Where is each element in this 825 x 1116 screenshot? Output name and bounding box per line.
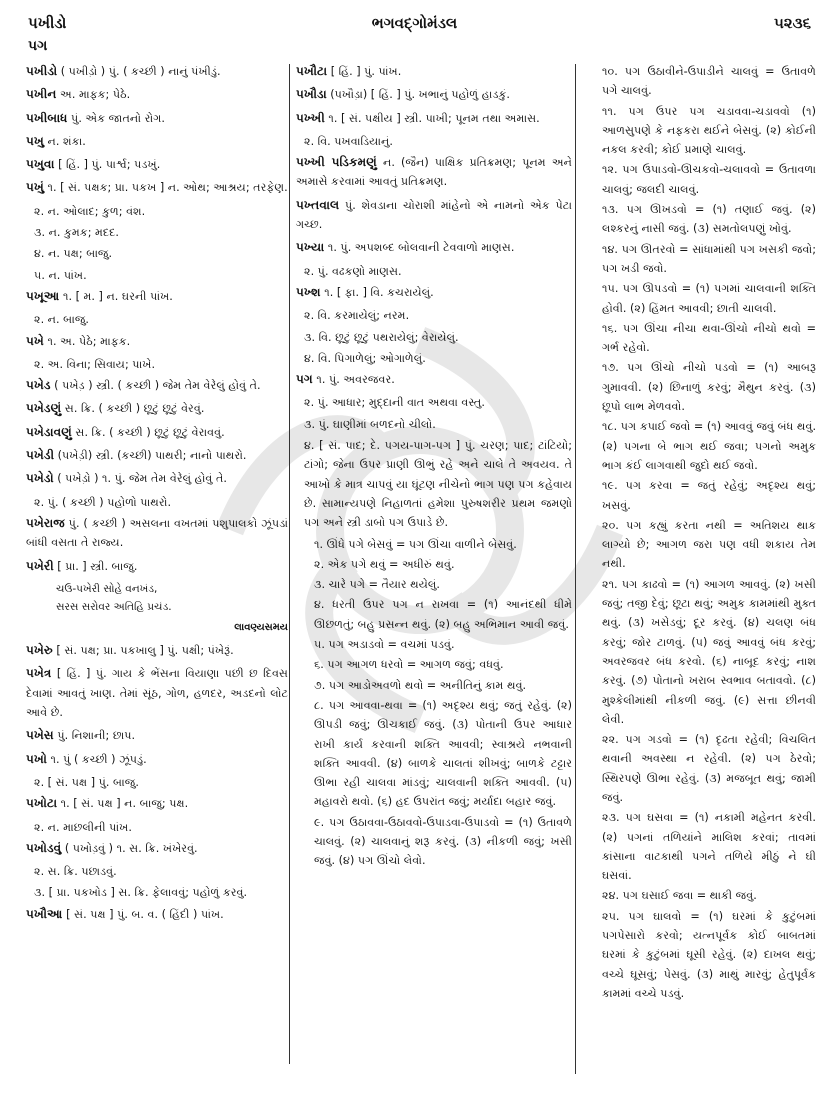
dictionary-entry	[26, 155, 288, 174]
headword: પખ્ખી	[296, 110, 325, 125]
quotation-line: ચઉ-પખેરી સોહે વનખંડ,	[56, 582, 158, 595]
dictionary-entry	[296, 238, 572, 257]
idiom-definition: ૮. પગ આવવા-થવા = (૧) અદૃશ્ય થવું; જતું રહેવું. (૨) ઊપડી જવું; ઊચકાઈ જવું. (૩) પોતાની ઉપર આધાર રાખી કાર્ય કરવાની શક્તિ આવવી; સ્વાશ્રયે નભવાની શક્તિ આવવી. (૪) બાળકે ચાલતાં શીખવું; બાળકે ટટ્ટાર ઊભા રહી ચાલવા માંડવું; ચાલવાની શક્તિ આવવી. (૫) મહાવરો થવો. (૬) હદ ઉપરાંત જવું; મર્યાદા બહાર જવું.	[314, 698, 572, 809]
idiom-definition: ૧૨. પગ ઉપાડવો-ઊચકવો-ચલાવવો = ઉતાવળા ચાલવું; જલદી ચાલવું.	[602, 163, 816, 196]
definition-text: ૧. [ સં. પક્ષ ] ન. બાજુ; પક્ષ.	[57, 797, 189, 811]
dictionary-entry	[296, 283, 572, 302]
sense-definition: ૩. વિ. છૂટું છૂટું પથરાયેલું; વેરાયેલું.	[304, 330, 459, 344]
definition-text: ૧. [ મ. ] ન. ઘરની પાંખ.	[59, 289, 173, 303]
headword: પખ્શ	[296, 284, 321, 299]
definition-text: ૧. પું. અવરજવર.	[312, 373, 395, 387]
dictionary-entry	[26, 109, 288, 128]
dictionary-entry	[296, 62, 572, 81]
headword: પખોડવું	[26, 840, 62, 855]
idiom-definition: ૧૯. પગ કરવા = જતું રહેવું; અદૃશ્ય થવું; ખસવું.	[602, 479, 816, 512]
idiom-definition: ૩. ચારે પગે = તૈયાર થયેલું.	[314, 578, 440, 592]
definition-text: [ સં. પક્ષ ] પું. બ. વ. ( હિંદી ) પાંખ.	[62, 907, 224, 921]
quotation-line: સરસ સરોવર અતિહિ પ્રચંડ.	[56, 600, 172, 613]
dictionary-entry	[26, 287, 288, 306]
definition-text: [ હિં. ] પું. પાંખ.	[327, 65, 402, 78]
page-header	[18, 14, 811, 36]
headword: પખેરાજ	[26, 515, 65, 530]
page-number: ૫૨૩૬	[773, 14, 811, 32]
idiom-definition: ૧. ઊંધે પગે બેસવું = પગ ઊંચા વાળીને બેસવું.	[314, 537, 517, 551]
headword: પખેરી	[26, 558, 54, 573]
headword: પખેડો	[26, 471, 54, 486]
definition-text: ન. (જૈન) પાક્ષિક પ્રતિક્રમણ; પૂનમ અને અમાસે કરવામાં આવતું પ્રતિક્રમણ.	[296, 156, 572, 189]
sense-definition: ૨. પું. ( કચ્છી ) પહોળો પાથરો.	[34, 495, 172, 509]
idiom-definition: ૧૮. પગ કપાઈ જવો = (૧) આવવું જવું બંધ થવું. (૨) પગના બે ભાગ થઈ જવા; પગનો અમુક ભાગ કંઈ લાગવાથી જુદો થઈ જવો.	[602, 420, 816, 472]
dictionary-entry	[26, 62, 288, 81]
dictionary-entry	[26, 514, 288, 553]
sense-definition: ૩. પું. ઘાણીમાં બળદનો ચીલો.	[304, 417, 436, 431]
definition-text: ૧. પું. અપશબ્દ બોલવાની ટેવવાળો માણસ.	[324, 241, 515, 255]
idiom-definition: ૧૭. પગ ઊંચો નીચો પડવો = (૧) આબરૂ ગુમાવવી. (૨) છિનાળું કરવું; મૈથુન કરવું. (૩) છૂપો લાભ મેળવવો.	[602, 361, 816, 414]
dictionary-entry	[26, 423, 288, 442]
headword: પખેડ	[26, 378, 51, 393]
idiom-definition: ૭. પગ આડોઅવળો થવો = અનીતિનું કામ થવું.	[314, 678, 527, 692]
idiom-definition: ૧૪. પગ ઊતરવો = સાંધામાંથી પગ ખસકી જવો; પગ ખડી જવો.	[602, 242, 816, 275]
definition-text: ( પખોડ઼વું ) ૧. સ. ક્રિ. ખંખેરવું.	[61, 841, 198, 855]
definition-text: પું. એક જાતનો રોગ.	[67, 111, 165, 125]
idiom-definition: ૧૬. પગ ઊંચા નીચા થવા-ઊંચો નીચો થવો = ગર્ભ રહેવો.	[602, 321, 816, 355]
idiom-definition: ૯. પગ ઉઠાવવા-ઉઠાવવો-ઉપાડવા-ઉપાડવો = (૧) ઉતાવળે ચાલવું. (૨) ચાલવાનું શરૂ કરવું. (૩) નીકળી જવું; ખસી જવું. (૪) પગ ઊંચો લેવો.	[314, 815, 572, 868]
idiom-definition: ૧૦. પગ ઉઠાવીને-ઉપાડીને ચાલવું = ઉતાવળે પગે ચાલવું.	[602, 65, 816, 98]
sense-definition: ૫. ન. પાંખ.	[34, 268, 87, 282]
sense-definition: ૩. [ પ્રા. પકખોડ ] સ. ક્રિ. ફેલાવવું; પહોળું કરવું.	[34, 886, 248, 900]
dictionary-entry	[296, 85, 572, 104]
definition-text: ૧. [ ફા. ] વિ. કચરાયેલું.	[320, 285, 434, 299]
sense-definition: ૪. ન. પક્ષ; બાજુ.	[34, 247, 113, 261]
sense-definition: ૨. ન. ઓલાદ; કુળ; વંશ.	[34, 204, 146, 218]
definition-text: અ. માફક; પેઠે.	[56, 88, 131, 102]
dictionary-entry	[26, 794, 288, 813]
definition-text: ૧. અ. પેઠે; માફક.	[43, 334, 131, 348]
headword: પગ	[296, 372, 313, 387]
headword: પખુવા	[26, 157, 55, 172]
headword: પખેડાવણું	[26, 424, 72, 439]
headword: પખૌઆ	[26, 906, 63, 921]
headword: પખીડો	[26, 64, 58, 78]
definition-text: [ સં. પક્ષ; પ્રા. પકખાલુ ] પું. પક્ષી; પંખેરૂં.	[52, 644, 234, 658]
definition-text: [ હિં. ] પું. પાર્શ્વ; પડખું.	[54, 158, 161, 172]
dictionary-entry	[26, 641, 288, 660]
definition-text: પું. ( કચ્છી ) અસલના વખતમાં પશુપાલકો ઝૂંપડાં બાંધી વસતા તે રાજ્ય.	[26, 516, 288, 550]
idiom-definition: ૧૫. પગ ઊપડવો = (૧) પગમાં ચાલવાની શક્તિ હોવી. (૨) હિંમત આવવી; છાતી ચાલવી.	[602, 282, 816, 315]
dictionary-entry	[26, 399, 288, 418]
idiom-definition: ૨૩. પગ ઘસવા = (૧) નકામી મહેનત કરવી. (૨) પગનાં તળિયાંને માલિશ કરવાં; તાવમાં કાંસાના વાટકાથી પગને તળિયે મીઠું ને ઘી ઘસવાં.	[602, 811, 816, 883]
sense-definition: ૨. અ. વિના; સિવાય; પાખે.	[34, 357, 156, 371]
sense-definition: ૨. વિ. કરમાયેલું; નરમ.	[304, 309, 410, 323]
headword: પખીબાધ	[26, 110, 68, 125]
column-divider	[575, 64, 576, 1074]
dictionary-entry	[26, 557, 288, 576]
sense-definition: ૪. [ સં. પાદ; દે. પગય-પાગ-પગ ] પું. ચરણ; પાદ; ટાંટિયો; ટાંગો; જેના ઉપર પ્રાણી ઊભું રહે અને ચાલે તે અવયવ. તે આખો કે માત્ર ચાપવું યા ઘૂંટણ નીચેનો ભાગ પણ પગ કહેવાય છે. સામાન્યપણે નિહાળતાં હમેશા પુરુષશરીર પ્રથમ જમણો પગ અને સ્ત્રી ડાબો પગ ઉપાડે છે.	[304, 439, 572, 530]
headword: પખ્તવાલ	[296, 197, 340, 212]
sense-definition: ૨. વિ. પખવાડિયાનું.	[304, 134, 393, 148]
page-title: ભગવદ્ગોમંડલ	[371, 14, 458, 32]
dictionary-entry	[26, 332, 288, 351]
definition-text: [ પ્રા. ] સ્ત્રી. બાજુ.	[53, 559, 138, 573]
definition-text: સ. ક્રિ. ( કચ્છી ) છૂટું છૂટું વેરાવવું.	[71, 425, 225, 439]
definition-text: ( પખેડ઼ો ) ૧. પું. જેમ તેમ વેરેલું હોવું તે.	[53, 472, 227, 486]
dictionary-entry	[26, 905, 288, 924]
dictionary-column-2	[296, 62, 572, 872]
idiom-definition: ૨. એક પગે થવું = અધીરું થવું.	[314, 557, 455, 571]
dictionary-entry	[26, 178, 288, 197]
headword: પખૂઆ	[26, 288, 60, 303]
sense-definition: ૨. પું. આધાર; મુદ્દાની વાત અથવા વસ્તુ.	[304, 396, 485, 410]
guide-word-right: પગ	[28, 38, 48, 54]
idiom-definition: ૧૩. પગ ઊખડવો = (૧) તણાઈ જવું. (૨) લશ્કરનું નાસી જવું. (૩) સમતોલપણું ખોવું.	[602, 203, 816, 236]
idiom-definition: ૨૫. પગ ઘાલવો = (૧) ઘરમાં કે કુટુંબમાં પગપેસારો કરવો; યત્નપૂર્વક કોઈ બાબતમાં ઘરમાં કે કુટુંબમાં ઘૂસી રહેવું. (૨) દાખલ થવું; વચ્ચે ઘૂસવું; પેસવું. (૩) માથું મારવું; હેતુપૂર્વક કામમાં વચ્ચે પડવું.	[602, 909, 816, 1000]
headword: પખેસ	[26, 728, 54, 743]
dictionary-entry	[26, 839, 288, 858]
dictionary-entry	[26, 132, 288, 151]
idiom-definition: ૬. પગ આગળ ધરવો = આગળ જવું; વધવું.	[314, 658, 504, 672]
idiom-definition: ૨૧. પગ કાઢવો = (૧) આગળ આવવું. (૨) ખસી જવું; તજી દેવું; છૂટા થવું; અમુક કામમાંથી મુક્ત થવું. (૩) ખસેડવું; દૂર કરવું. (૪) ચલણ બંધ કરવું; જોર ટાળવું. (૫) જવું આવવું બંધ કરવું; અવરજવર બંધ કરવો. (૬) નાબૂદ કરવું; નાશ કરવું. (૭) પોતાનો ખરાબ સ્વભાવ બતાવવો. (૮) મુશ્કેલીમાંથી નીકળી જવું. (૯) સત્તા છીનવી લેવી.	[602, 577, 816, 726]
idiom-definition: ૨૨. પગ ગડવો = (૧) દૃઢતા રહેવી; વિચલિત થવાની અવસ્થા ન રહેવી. (૨) પગ ઠેરવો; સ્થિરપણે ઊભા રહેવું. (૩) મજબૂત થવું; જામી જવું.	[602, 733, 816, 804]
headword: પખેડી	[26, 448, 55, 463]
definition-text: ન. શંકા.	[43, 134, 86, 148]
headword: પખોટા	[26, 796, 58, 811]
definition-text: (પખેડ઼ી) સ્ત્રી. (કચ્છી) પાથરી; નાનો પાથરો.	[54, 449, 247, 463]
dictionary-entry	[26, 726, 288, 745]
headword: પખે	[26, 333, 44, 348]
definition-text: ૧. પું ( કચ્છી ) ઝૂંપડું.	[46, 752, 147, 766]
definition-text: ( પખીડ઼ો ) પું. ( કચ્છી ) નાનું પંખીડું.	[57, 65, 221, 78]
headword: પખૌટા	[296, 64, 328, 78]
definition-text: [ હિં. ] પું. ગાય કે ભેંસના વિયાણા પછી છ દિવસ દેવામાં આવતું ખાણ. તેમાં સૂંઠ, ગોળ, હળદર, અડદનો લોટ આવે છે.	[26, 667, 288, 720]
sense-definition: ૨. [ સં. પક્ષ ] પું. બાજુ.	[34, 775, 139, 789]
headword: પખો	[26, 751, 47, 766]
definition-text: ( પખેડ઼ ) સ્ત્રી. ( કચ્છી ) જેમ તેમ વેરેલું હોવું તે.	[50, 379, 261, 393]
idiom-definition: ૫. પગ અડાડવો = વચમાં પડવું.	[314, 638, 455, 652]
guide-word-left: પખીડો	[28, 14, 67, 32]
sense-definition: ૨. સ. ક્રિ. પછાડવું.	[34, 865, 117, 879]
dictionary-entry	[26, 85, 288, 104]
definition-text: પું. નિશાની; છાપ.	[53, 729, 136, 743]
dictionary-column-1	[26, 62, 288, 928]
definition-text: ૧. [ સં. પક્ષક; પ્રા. પકખ ] ન. ઓથ; આશ્રય; તરફેણ.	[43, 181, 288, 195]
headword: પખેડણું	[26, 401, 62, 416]
definition-text: પું. શેવડાના ચોરાશી માંહેનો એ નામનો એક પેટા ગચ્છ.	[296, 198, 572, 232]
sense-definition: ૩. ન. કુમક; મદદ.	[34, 226, 119, 240]
sense-definition: ૨. ન. માછલીની પાંખ.	[34, 820, 132, 834]
headword: પખૌડા	[296, 87, 327, 102]
idiom-definition: ૨૪. પગ ઘસાઈ જવા = થાકી જવું.	[602, 889, 757, 903]
sense-definition: ૨. ન. બાજુ.	[34, 313, 89, 327]
definition-text: (પખૌડ઼ા) [ હિં. ] પું. ખભાનું પહોળું હાડકું.	[326, 88, 510, 102]
headword: પખુ	[26, 133, 44, 148]
idiom-definition: ૨૦. પગ કહ્યું કરતા નથી = અતિશય થાક લાગ્યો છે; આગળ જરા પણ વધી શકાય તેમ નથી.	[602, 518, 816, 571]
dictionary-entry	[26, 750, 288, 769]
headword: પખીન	[26, 87, 57, 102]
idiom-definition: ૪. ધરતી ઉપર પગ ન રાખવા = (૧) આનંદથી ધીમે ઊછળતું; બહુ પ્રસન્ન થવું. (૨) બહુ અભિમાન આવી જવું.	[314, 598, 572, 631]
dictionary-entry	[26, 469, 288, 488]
sense-definition: ૨. પું. વઢકણો માણસ.	[304, 264, 402, 278]
headword: પખેરુ	[26, 643, 53, 658]
quotation-source: લાવણ્યસમય	[234, 621, 288, 633]
dictionary-entry	[296, 196, 572, 235]
dictionary-entry	[296, 153, 572, 192]
headword: પખ્ખી પડિકમણું	[296, 155, 377, 170]
headword: પખેત્ર	[26, 666, 52, 681]
dictionary-column-3	[584, 62, 816, 1004]
sense-definition: ૪. વિ. પિગાળેલું; ઓગાળેલું.	[304, 351, 426, 365]
dictionary-entry	[296, 370, 572, 389]
definition-text: સ. ક્રિ. ( કચ્છી ) છૂટું છૂટું વેરવું.	[61, 402, 205, 416]
column-divider	[289, 64, 290, 1064]
dictionary-entry	[296, 109, 572, 128]
dictionary-entry	[26, 446, 288, 465]
headword: પખું	[26, 180, 44, 195]
definition-text: ૧. [ સં. પક્ષીય ] સ્ત્રી. પાખી; પૂનમ તથા અમાસ.	[324, 111, 540, 125]
headword: પખ્યા	[296, 240, 325, 255]
idiom-definition: ૧૧. પગ ઉપર પગ ચડાવવા-ચડાવવો (૧) આળસુપણે કે નફકરા થઈને બેસવું. (૨) કોઈની નકલ કરવી; કોઈ પ્રમાણે ચાલવું.	[602, 104, 816, 157]
dictionary-entry	[26, 664, 288, 722]
dictionary-entry	[26, 376, 288, 395]
